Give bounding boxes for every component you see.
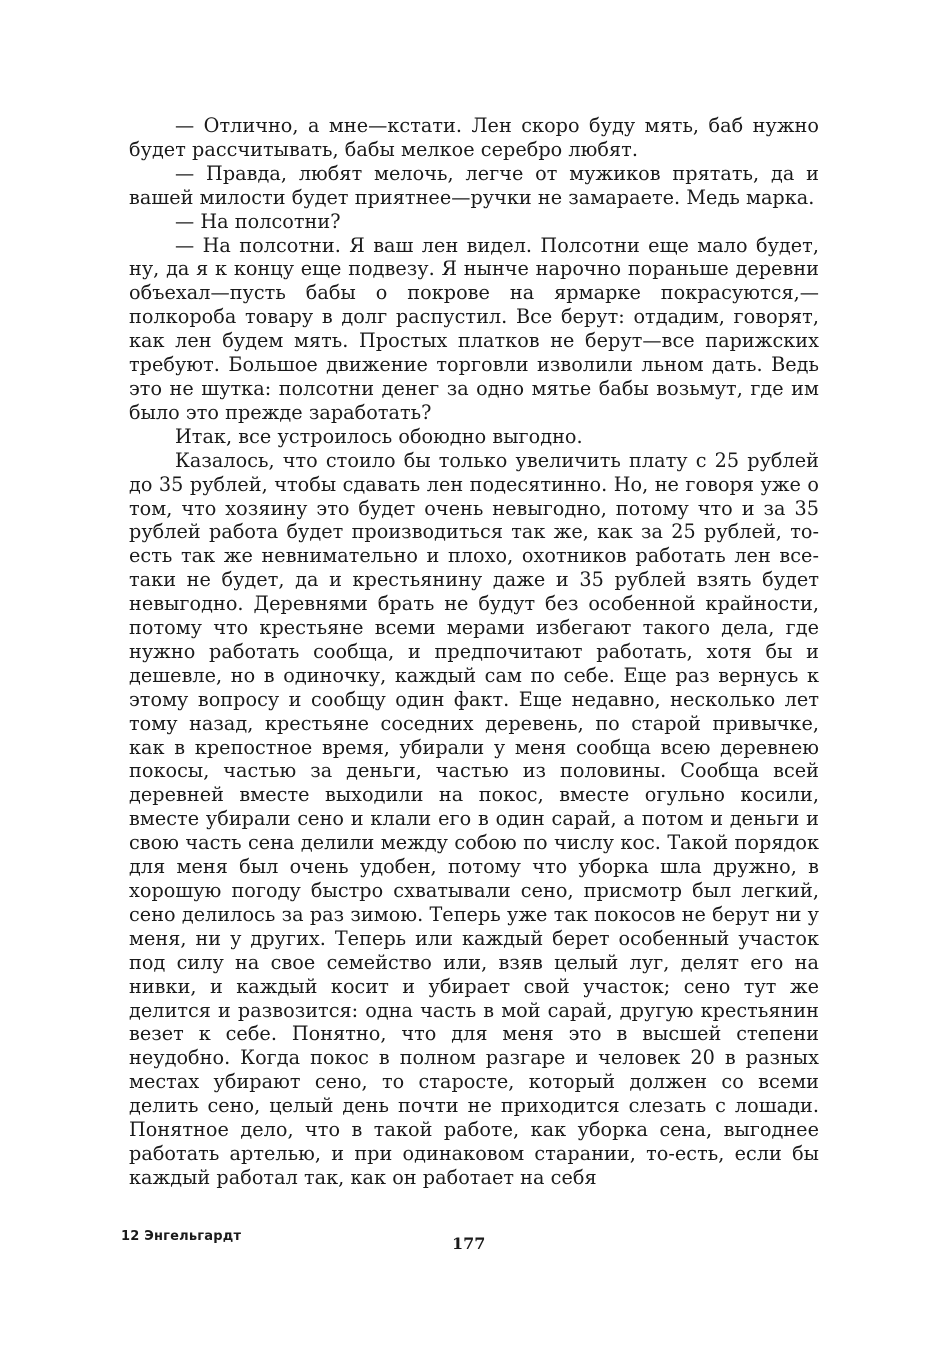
body-text: [129, 114, 819, 1190]
paragraph-1: — Отлично, а мне—кстати. Лен скоро буду мять, баб нужно будет рассчитывать, бабы мелкое серебро любят.: [129, 114, 819, 161]
paragraph-6: Казалось, что стоило бы только увеличить плату с 25 рублей до 35 рублей, чтобы сдавать лен подесятинно. Но, не говоря уже о том, что хозяину это будет очень невыгодно, потому что и за 35 рублей работа будет производиться так же, как за 25 рублей, то-есть так же невнимательно и плохо, охотников работать лен все-таки не будет, да и крестьянину даже и 35 рублей взять будет невыгодно. Деревнями брать не будут без особенной крайности, потому что крестьяне всеми мерами избегают такого дела, где нужно работать сообща, и предпочитают работать, хотя бы и дешевле, но в одиночку, каждый сам по себе. Еще раз вернусь к этому вопросу и сообщу один факт. Еще недавно, несколько лет тому назад, крестьяне соседних деревень, по старой привычке, как в крепостное время, убирали у меня сообща всею деревнею покосы, частью за деньги, частью из половины. Сообща всей деревней вместе выходили на покос, вместе огульно косили, вместе убирали сено и клали его в один сарай, а потом и деньги и свою часть сена делили между собою по числу кос. Такой порядок для меня был очень удобен, потому что уборка шла дружно, в хорошую погоду быстро схватывали сено, присмотр был легкий, сено делилось за раз зимою. Теперь уже так покосов не берут ни у меня, ни у других. Теперь или каждый берет особенный участок под силу на свое семейство или, взяв целый луг, делят его на нивки, и каждый косит и убирает свой участок; сено тут же делится и развозится: одна часть в мой сарай, другую крестьянин везет к себе. Понятно, что для меня это в высшей степени неудобно. Когда покос в полном разгаре и человек 20 в разных местах убирают сено, то старосте, который должен со всеми делить сено, целый день почти не приходится слезать с лошади. Понятное дело, что в такой работе, как уборка сена, выгоднее работать артелью, и при одинаковом старании, то-есть, если бы каждый работал так, как он работает на себя: [129, 448, 819, 1189]
paragraph-2: — Правда, любят мелочь, легче от мужиков прятать, да и вашей милости будет приятнее—ручки не замараете. Медь марка.: [129, 161, 819, 209]
paragraph-4: — На полсотни. Я ваш лен видел. Полсотни еще мало будет, ну, да я к концу еще подвезу. Я нынче нарочно пораньше деревни объехал—пусть бабы о покрове на ярмарке покрасуются,—полкороба товару в долг распустил. Все берут: отдадим, говорят, как лен будем мять. Простых платков не берут—все парижских требуют. Большое движение торговли изволили льном дать. Ведь это не шутка: полсотни денег за одно мятье бабы возьмут, где им было это прежде заработать?: [129, 233, 819, 424]
paragraph-3: — На полсотни?: [175, 209, 341, 233]
page-number: 177: [452, 1234, 486, 1253]
paragraph-5: Итак, все устроилось обоюдно выгодно.: [175, 424, 583, 448]
printer-signature-mark: 12 Энгельгардт: [121, 1229, 242, 1244]
